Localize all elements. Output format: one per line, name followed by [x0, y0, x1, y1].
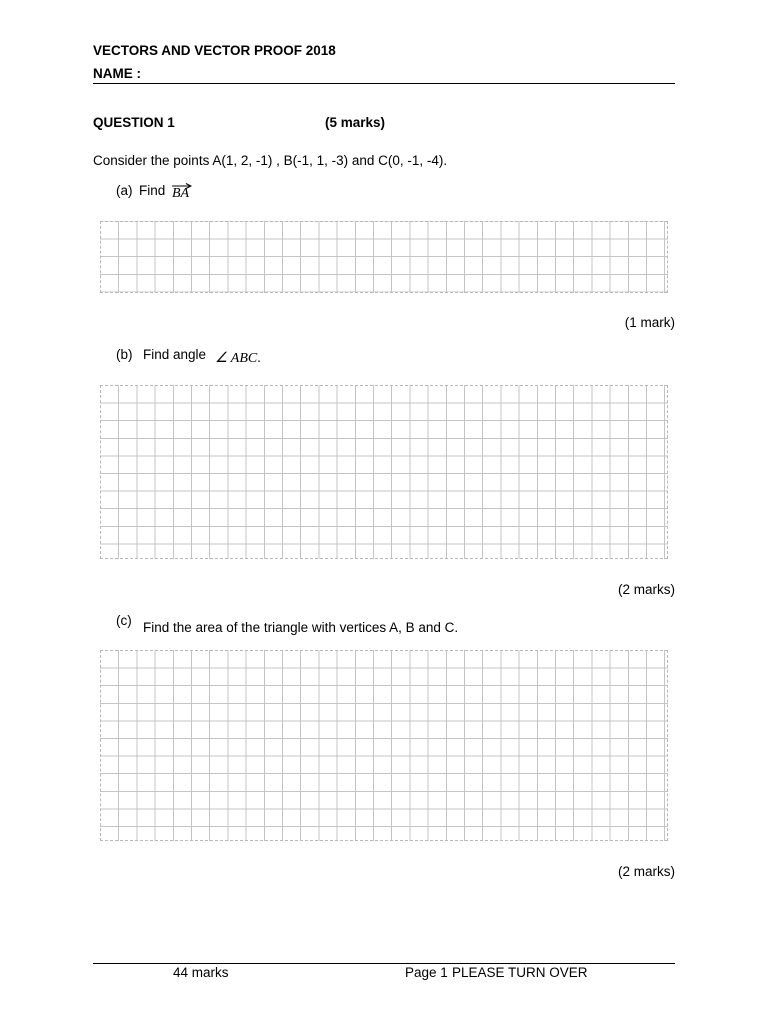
- vector-ba-symbol: BA: [172, 186, 190, 201]
- part-c-label: (c): [116, 613, 132, 628]
- part-a-marks: (1 mark): [624, 315, 675, 330]
- part-c-marks: (2 marks): [618, 864, 675, 879]
- part-b-label: (b): [116, 347, 133, 362]
- vector-arrow-icon: [172, 183, 192, 189]
- question-heading: QUESTION 1: [93, 115, 175, 130]
- part-a-label: (a): [116, 183, 133, 198]
- part-c-text: Find the area of the triangle with vertices A, B and C.: [143, 620, 459, 635]
- vector-ba: [172, 186, 189, 202]
- name-underline: [93, 83, 675, 84]
- answer-grid-c[interactable]: [100, 650, 668, 841]
- footer-turn-over: PLEASE TURN OVER: [452, 965, 588, 980]
- question-marks: (5 marks): [325, 115, 386, 130]
- part-a-text: Find: [139, 183, 166, 198]
- name-label: NAME :: [93, 66, 141, 81]
- footer-page-number: Page 1: [405, 965, 448, 980]
- angle-abc-period: .: [257, 351, 261, 366]
- part-b-marks: (2 marks): [618, 582, 675, 597]
- part-b-text: Find angle: [143, 347, 207, 362]
- angle-abc: [215, 350, 261, 367]
- footer-rule: [93, 963, 675, 964]
- answer-grid-b[interactable]: [100, 385, 668, 559]
- footer-total-marks: 44 marks: [173, 965, 229, 980]
- angle-abc-symbol: ∠ ABC: [215, 351, 258, 366]
- document-title: VECTORS AND VECTOR PROOF 2018: [93, 43, 336, 58]
- question-intro: Consider the points A(1, 2, -1) , B(-1, 1, -3) and C(0, -1, -4).: [93, 153, 448, 168]
- answer-grid-a[interactable]: [100, 221, 668, 293]
